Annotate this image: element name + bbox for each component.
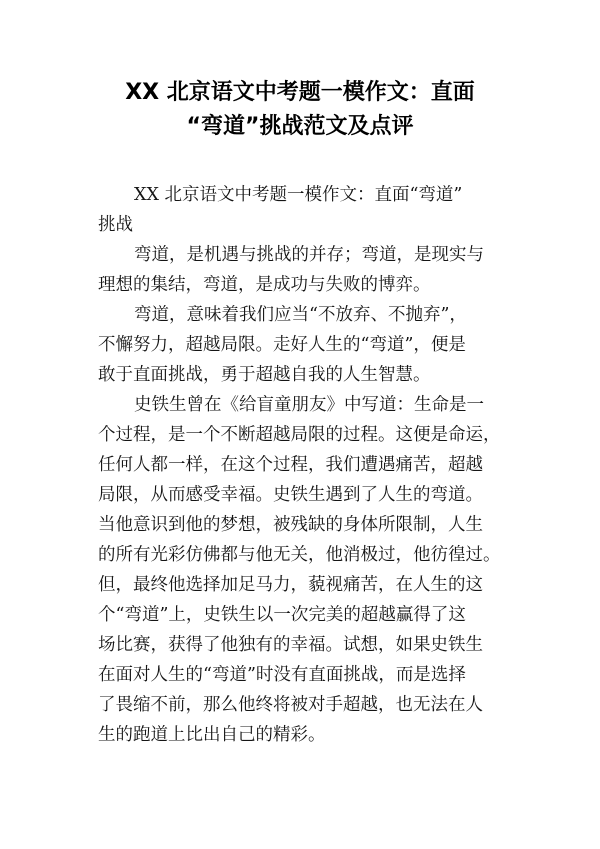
paragraph-1 [98,240,508,300]
paragraph-line: 挑战 [98,215,133,235]
paragraph-line: XX 北京语文中考题一模作文：直面“弯道” [134,185,463,205]
paragraph-line: 了畏缩不前，那么他终将被对手超越，也无法在人 [98,695,483,715]
paragraph-2 [98,300,508,390]
paragraph-line: 当他意识到他的梦想，被残缺的身体所限制，人生 [98,515,483,535]
paragraph-line: 局限，从而感受幸福。史铁生遇到了人生的弯道。 [98,485,483,505]
paragraph-3 [98,390,508,750]
paragraph-subtitle [98,180,508,240]
title-line-1: XX 北京语文中考题一模作文：直面 [125,80,475,105]
paragraph-line: 不懈努力，超越局限。走好人生的“弯道”，便是 [98,335,466,355]
paragraph-line: 史铁生曾在《给盲童朋友》中写道：生命是一 [134,395,484,415]
paragraph-line: 个过程，是一个不断超越局限的过程。这便是命运， [98,425,501,445]
title-line-2: “弯道”挑战范文及点评 [186,114,414,139]
paragraph-line: 在面对人生的“弯道”时没有直面挑战，而是选择 [98,665,466,685]
paragraph-line: 的所有光彩仿佛都与他无关，他消极过，他彷徨过。 [98,545,501,565]
paragraph-line: 生的跑道上比出自己的精彩。 [98,725,326,745]
paragraph-line: 任何人都一样，在这个过程，我们遭遇痛苦，超越 [98,455,483,475]
paragraph-line: 弯道，意味着我们应当“不放弃、不抛弃”， [134,305,467,325]
paragraph-line: 个“弯道”上，史铁生以一次完美的超越赢得了这 [98,605,466,625]
paragraph-line: 敢于直面挑战，勇于超越自我的人生智慧。 [98,365,431,385]
paragraph-line: 弯道，是机遇与挑战的并存；弯道，是现实与 [134,245,484,265]
document-title [60,76,540,144]
paragraph-line: 理想的集结，弯道，是成功与失败的博弈。 [98,275,431,295]
paragraph-line: 但，最终他选择加足马力，藐视痛苦，在人生的这 [98,575,483,595]
document-body [98,180,508,750]
paragraph-line: 场比赛，获得了他独有的幸福。试想，如果史铁生 [98,635,483,655]
